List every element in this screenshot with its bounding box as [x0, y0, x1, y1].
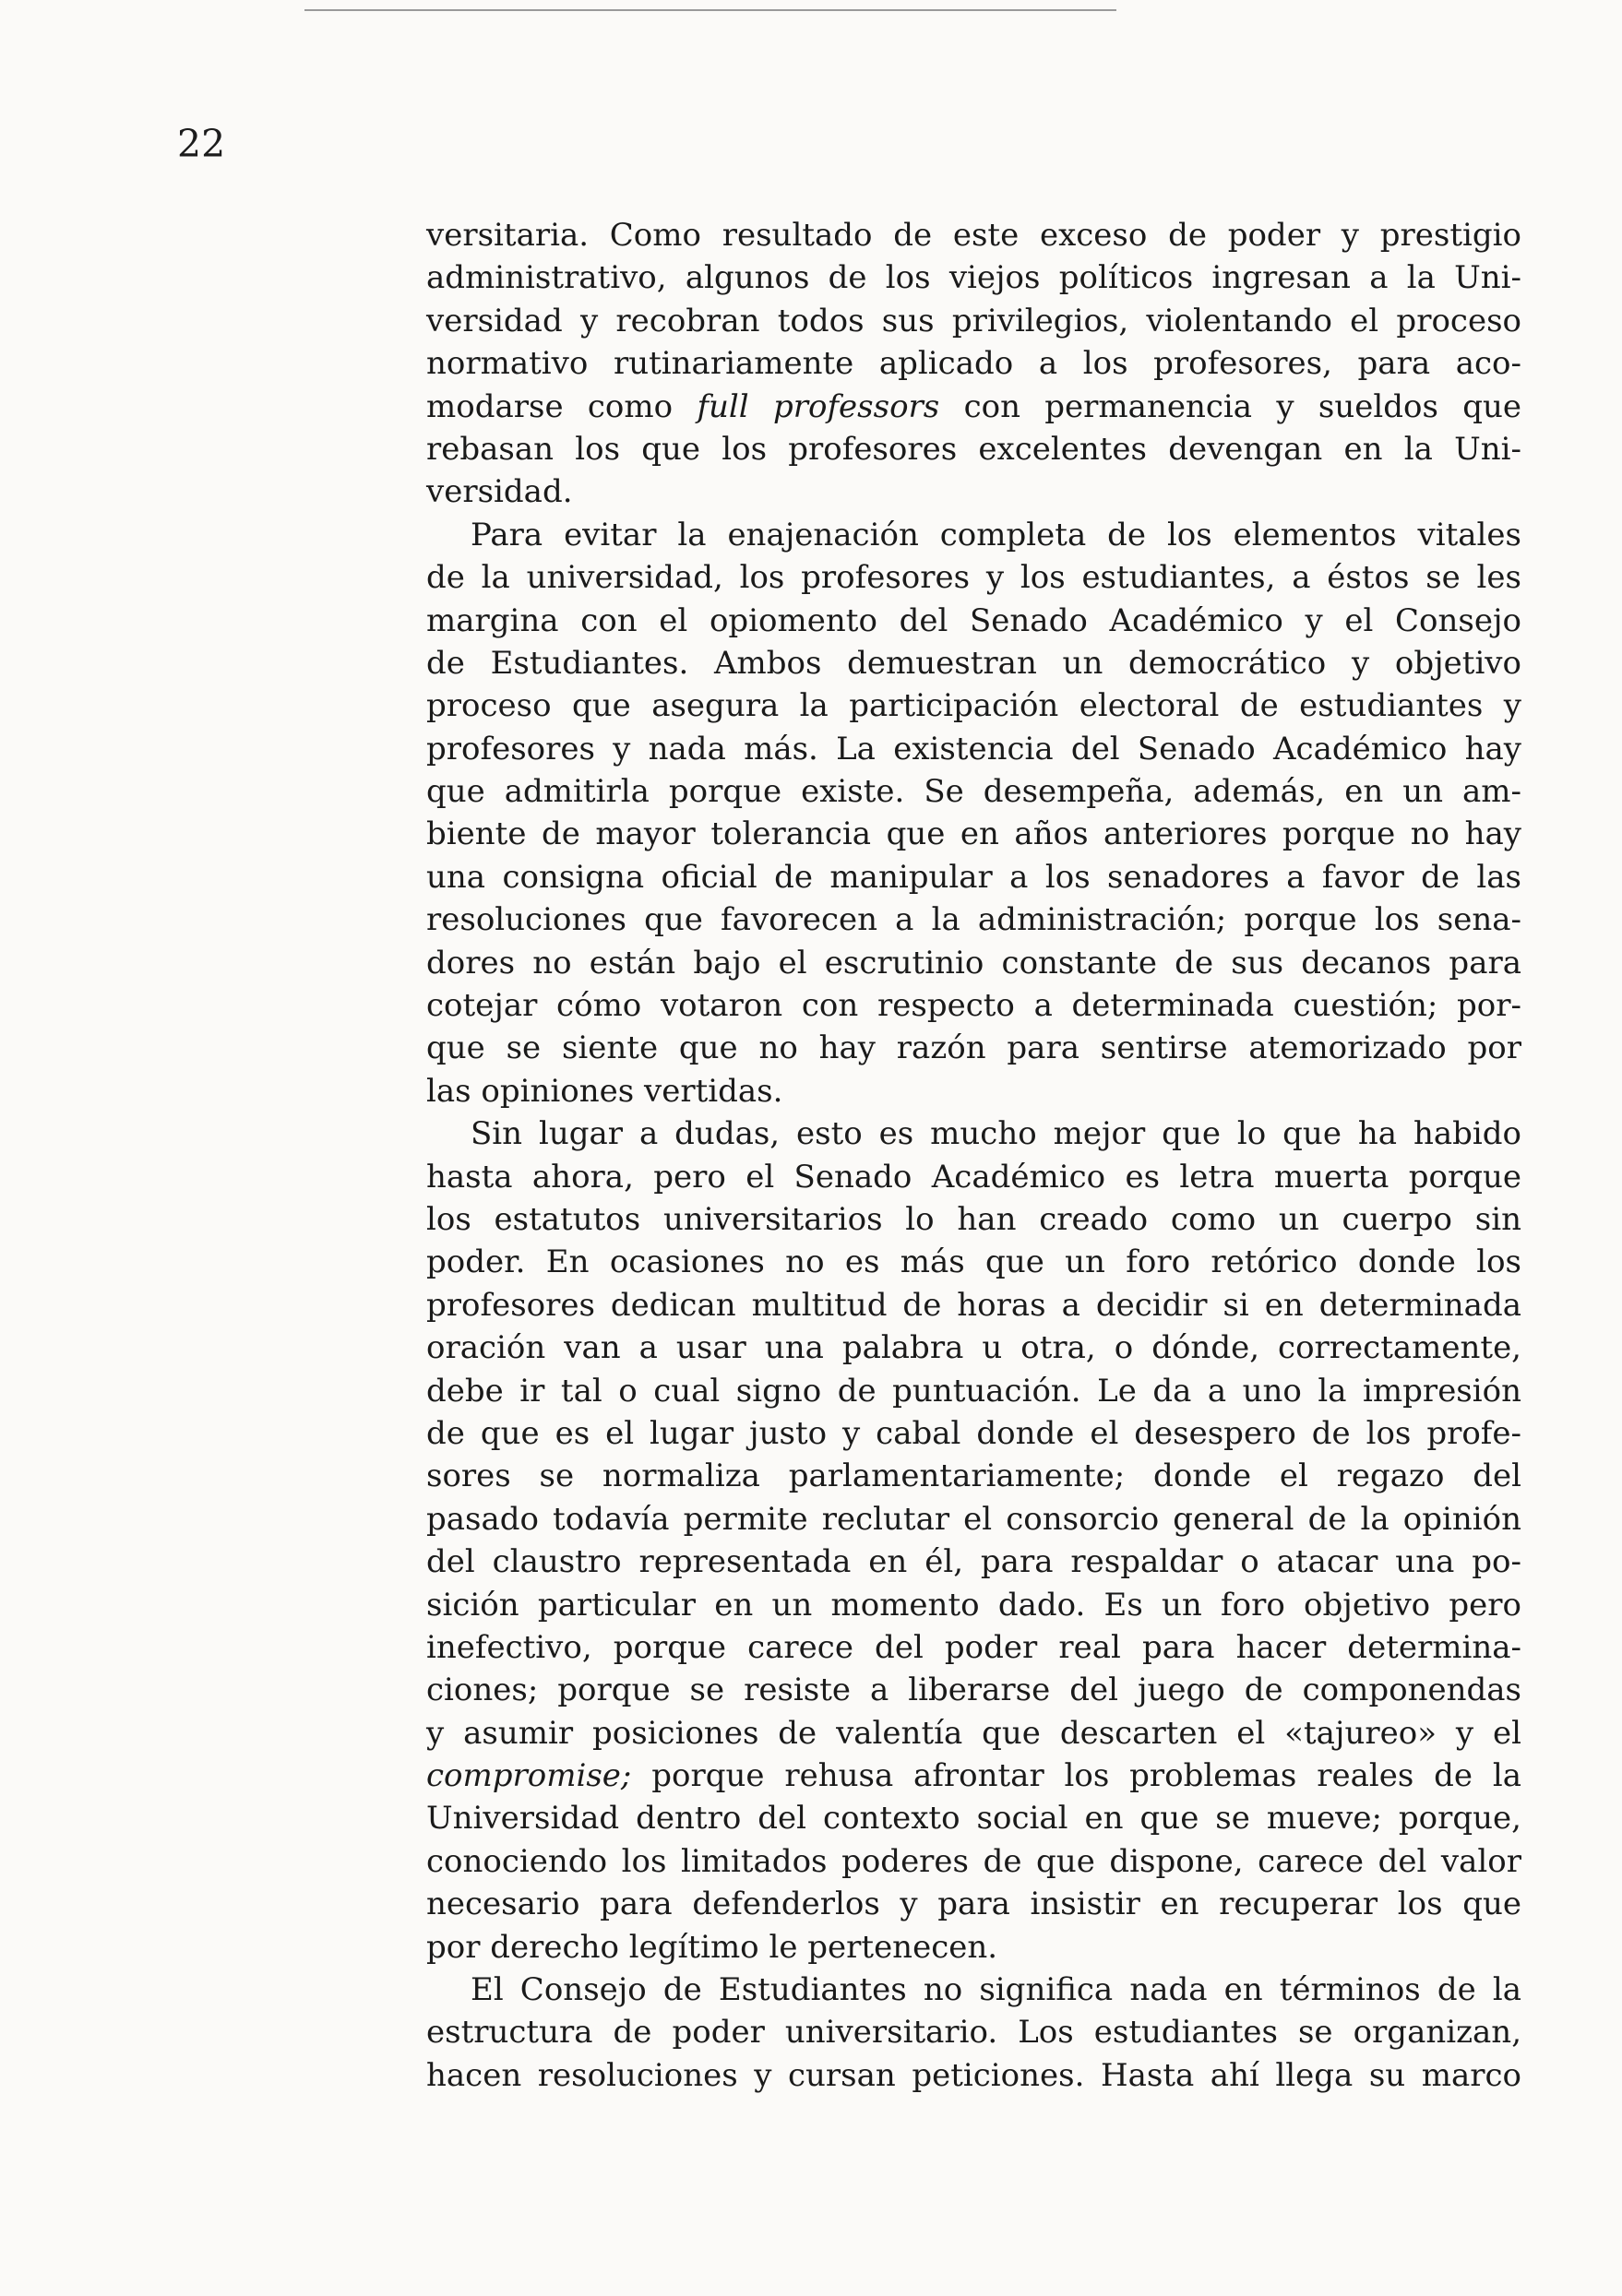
line-text: oración van a usar una palabra u otra, o dónde, correctamente, [426, 1329, 1521, 1367]
line-text: sición particular en un momento dado. Es un foro objetivo pero [426, 1586, 1521, 1624]
text-line [426, 984, 1521, 1027]
line-text: inefectivo, porque carece del poder real para hacer determina- [426, 1628, 1521, 1666]
line-text: biente de mayor tolerancia que en años anteriores porque no hay [426, 815, 1521, 853]
line-text: cotejar cómo votaron con respecto a determinada cuestión; por- [426, 987, 1521, 1025]
text-line [426, 1284, 1521, 1326]
text-line [426, 1584, 1521, 1626]
line-text: resoluciones que favorecen a la administración; porque los sena- [426, 901, 1521, 939]
line-text: Universidad dentro del contexto social en que se mueve; porque, [426, 1800, 1521, 1838]
italic-text: compromise; [426, 1757, 632, 1795]
paragraph [426, 214, 1521, 514]
text-line [426, 428, 1521, 470]
text-line [426, 1883, 1521, 1925]
text-line [426, 514, 1521, 556]
line-text: Para evitar la enajenación completa de los elementos vitales [471, 516, 1521, 553]
line-text: pasado todavía permite reclutar el consorcio general de la opinión [426, 1500, 1521, 1538]
italic-text: full professors [697, 387, 940, 425]
line-text: El Consejo de Estudiantes no significa nada en términos de la [471, 1971, 1521, 2009]
line-text: margina con el opiomento del Senado Académico y el Consejo [426, 601, 1521, 639]
line-text: administrativo, algunos de los viejos políticos ingresan a la Uni- [426, 259, 1521, 297]
text-line [426, 1797, 1521, 1839]
body-text [426, 214, 1521, 2097]
line-text: que se siente que no hay razón para sentirse atemorizado por [426, 1029, 1521, 1067]
page-number: 22 [177, 122, 226, 166]
line-text: modarse como [426, 387, 698, 425]
text-line [426, 856, 1521, 898]
line-text: que admitirla porque existe. Se desempeña, además, en un am- [426, 773, 1521, 811]
text-line [426, 1112, 1521, 1155]
text-line [426, 728, 1521, 770]
line-text: los estatutos universitarios lo han creado como un cuerpo sin [426, 1200, 1521, 1238]
top-rule [304, 9, 1116, 11]
line-text: ciones; porque se resiste a liberarse del juego de componendas [426, 1671, 1521, 1709]
text-line [426, 256, 1521, 299]
line-text: y asumir posiciones de valentía que descarten el «tajureo» y el [426, 1714, 1521, 1752]
line-text: por derecho legítimo le pertenecen. [426, 1928, 998, 1966]
line-text: profesores dedican multitud de horas a decidir si en determinada [426, 1286, 1521, 1324]
line-text: profesores y nada más. La existencia del Senado Académico hay [426, 730, 1521, 767]
text-line [426, 214, 1521, 256]
line-text: hacen resoluciones y cursan peticiones. Hasta ahí llega su marco [426, 2056, 1521, 2094]
text-line [426, 342, 1521, 385]
text-line [426, 2011, 1521, 2053]
line-text: una consigna oficial de manipular a los senadores a favor de las [426, 858, 1521, 896]
line-text: dores no están bajo el escrutinio constante de sus decanos para [426, 944, 1521, 981]
text-line [426, 1027, 1521, 1069]
text-line [426, 1070, 1521, 1112]
text-line [426, 1156, 1521, 1198]
paragraph [426, 1969, 1521, 2097]
line-text: necesario para defenderlos y para insistir en recuperar los que [426, 1886, 1521, 1923]
text-line [426, 1969, 1521, 2011]
line-text: de la universidad, los profesores y los estudiantes, a éstos se les [426, 559, 1521, 597]
paragraph [426, 1112, 1521, 1969]
text-line [426, 300, 1521, 342]
line-text: porque rehusa afrontar los problemas reales de la [631, 1757, 1521, 1795]
line-text: de Estudiantes. Ambos demuestran un democrático y objetivo [426, 644, 1521, 682]
line-text: versidad. [426, 473, 573, 511]
line-text: versidad y recobran todos sus privilegios, violentando el proceso [426, 302, 1521, 339]
text-line [426, 470, 1521, 513]
line-text: proceso que asegura la participación electoral de estudiantes y [426, 687, 1521, 725]
text-line [426, 1712, 1521, 1755]
text-line [426, 2054, 1521, 2097]
line-text: versitaria. Como resultado de este exceso de poder y prestigio [426, 217, 1521, 254]
paragraph [426, 514, 1521, 1112]
text-line [426, 1626, 1521, 1669]
text-line [426, 1669, 1521, 1711]
text-line [426, 942, 1521, 984]
line-text: las opiniones vertidas. [426, 1072, 783, 1110]
text-line [426, 1541, 1521, 1583]
text-line [426, 684, 1521, 727]
line-text: debe ir tal o cual signo de puntuación. Le da a uno la impresión [426, 1372, 1521, 1410]
line-text: hasta ahora, pero el Senado Académico es letra muerta porque [426, 1158, 1521, 1196]
line-text: rebasan los que los profesores excelentes devengan en la Uni- [426, 430, 1521, 468]
line-text: Sin lugar a dudas, esto es mucho mejor que lo que ha habido [471, 1115, 1521, 1153]
line-text: estructura de poder universitario. Los estudiantes se organizan, [426, 2014, 1521, 2052]
line-text: con permanencia y sueldos que [939, 387, 1522, 425]
text-line [426, 1455, 1521, 1497]
text-line [426, 1412, 1521, 1455]
text-line [426, 1198, 1521, 1241]
text-line [426, 386, 1521, 428]
text-line [426, 1241, 1521, 1283]
text-line [426, 1755, 1521, 1797]
text-line [426, 813, 1521, 855]
line-text: del claustro representada en él, para respaldar o atacar una po- [426, 1543, 1521, 1581]
text-line [426, 556, 1521, 599]
text-line [426, 1498, 1521, 1541]
text-line [426, 898, 1521, 941]
text-line [426, 1370, 1521, 1412]
text-line [426, 600, 1521, 642]
text-line [426, 770, 1521, 813]
line-text: normativo rutinariamente aplicado a los profesores, para aco- [426, 345, 1521, 383]
text-line [426, 1840, 1521, 1883]
line-text: conociendo los limitados poderes de que dispone, carece del valor [426, 1842, 1521, 1880]
line-text: sores se normaliza parlamentariamente; donde el regazo del [426, 1457, 1521, 1495]
text-line [426, 1326, 1521, 1369]
text-line [426, 642, 1521, 684]
line-text: de que es el lugar justo y cabal donde el desespero de los profe- [426, 1414, 1521, 1452]
text-line [426, 1926, 1521, 1969]
line-text: poder. En ocasiones no es más que un foro retórico donde los [426, 1243, 1521, 1281]
